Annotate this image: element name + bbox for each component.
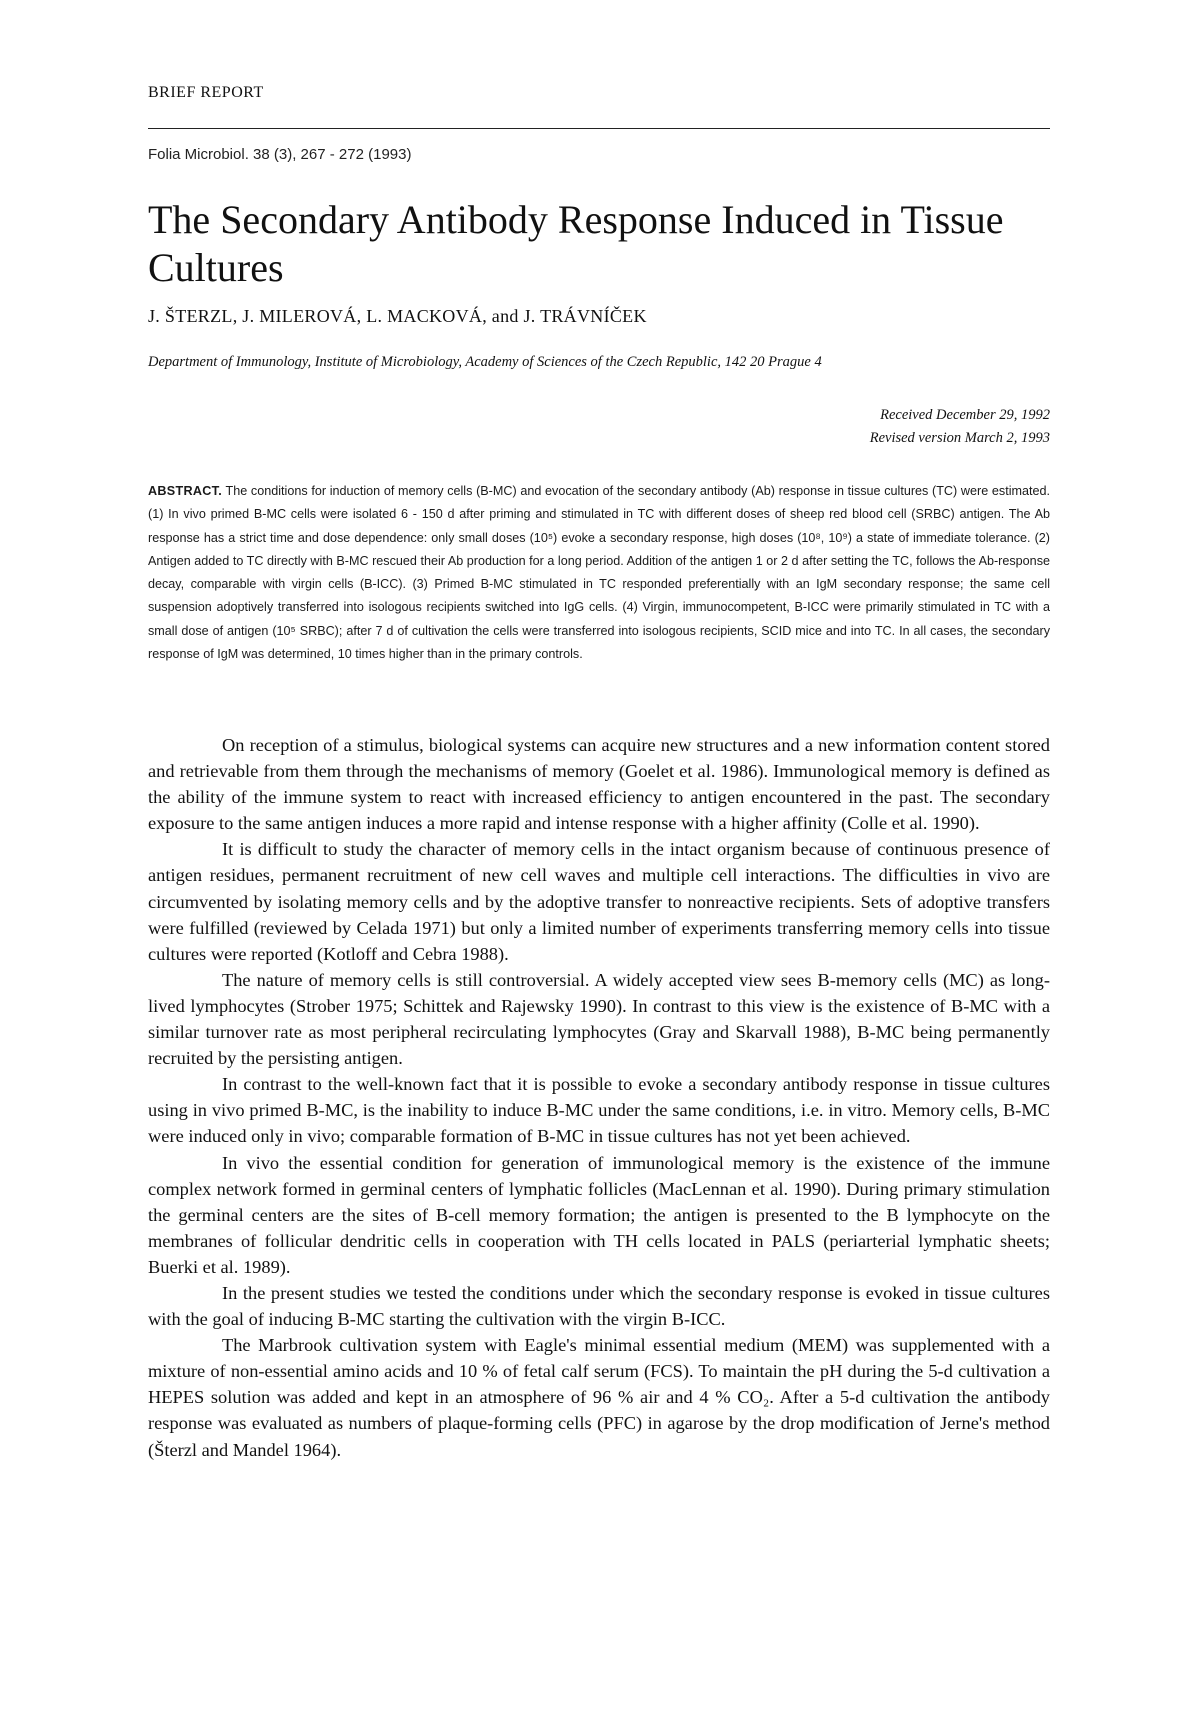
body-paragraph: In the present studies we tested the conditions under which the secondary response is evoked in tissue cultures with the goal of inducing B-MC starting the cultivation with the virgin B-ICC. [148,1282,1050,1330]
affiliation: Department of Immunology, Institute of Microbiology, Academy of Sciences of the Czech Republic, 142 20 Prague 4 [148,354,822,370]
body-text [148,732,1050,1463]
body-paragraph: In contrast to the well-known fact that it is possible to evoke a secondary antibody response in tissue cultures using in vivo primed B-MC, is the inability to induce B-MC under the same conditions, i.e. in vitro. Memory cells, B-MC were induced only in vivo; comparable formation of B-MC in tissue cultures has not yet been achieved. [148,1074,1050,1147]
body-paragraph: The Marbrook cultivation system with Eagle's minimal essential medium (MEM) was supplemented with a mixture of non-essential amino acids and 10 % of fetal calf serum (FCS). To maintain the pH during the 5-d cultivation a HEPES solution was added and kept in an atmosphere of 96 % air and 4 % CO₂. After a 5-d cultivation the antibody response was evaluated as numbers of plaque-forming cells (PFC) in agarose by the drop modification of Jerne's method (Šterzl and Mandel 1964). [148,1335,1050,1460]
received-dates [870,404,1050,450]
body-paragraph: On reception of a stimulus, biological systems can acquire new structures and a new information content stored and retrievable from them through the mechanisms of memory (Goelet et al. 1986). Immunological memory is defined as the ability of the immune system to react with increased efficiency to antigen encountered in the past. The secondary exposure to the same antigen induces a more rapid and intense response with a higher affinity (Colle et al. 1990). [148,735,1050,834]
body-paragraph: In vivo the essential condition for generation of immunological memory is the existence of the immune complex network formed in germinal centers of lymphatic follicles (MacLennan et al. 1990). During primary stimulation the germinal centers are the sites of B-cell memory formation; the antigen is presented to the B lymphocyte on the membranes of follicular dendritic cells in cooperation with TH cells located in PALS (periarterial lymphatic sheets; Buerki et al. 1989). [148,1152,1050,1277]
body-paragraph: It is difficult to study the character of memory cells in the intact organism because of continuous presence of antigen residues, permanent recruitment of new cell waves and multiple cell interactions. The difficulties in vivo are circumvented by isolating memory cells and by the adoptive transfer to nonreactive recipients. Sets of adoptive transfers were fulfilled (reviewed by Celada 1971) but only a limited number of experiments transferring memory cells into tissue cultures were reported (Kotloff and Cebra 1988). [148,839,1050,964]
abstract-text: The conditions for induction of memory cells (B-MC) and evocation of the secondary antibody (Ab) response in tissue cultures (TC) were estimated. (1) In vivo primed B-MC cells were isolated 6 - 150 d after priming and stimulated in TC with different doses of sheep red blood cell (SRBC) antigen. The Ab response has a strict time and dose dependence: only small doses (10⁵) evoke a secondary response, high doses (10⁸, 10⁹) a state of immediate tolerance. (2) Antigen added to TC directly with B-MC rescued their Ab production for a long period. Addition of the antigen 1 or 2 d after setting the TC, follows the Ab-response decay, comparable with virgin cells (B-ICC). (3) Primed B-MC stimulated in TC responded preferentially with an IgM secondary response; the same cell suspension adoptively transferred into isologous recipients switched into IgG cells. (4) Virgin, immunocompetent, B-ICC were primarily stimulated in TC with a small dose of antigen (10⁵ SRBC); after 7 d of cultivation the cells were transferred into isologous recipients, SCID mice and into TC. In all cases, the secondary response of IgM was determined, 10 times higher than in the primary controls. [148,484,1050,662]
received-date: Received December 29, 1992 [880,407,1050,423]
abstract-label: ABSTRACT. [148,484,223,498]
section-label: BRIEF REPORT [148,84,264,101]
journal-citation: Folia Microbiol. 38 (3), 267 - 272 (1993) [148,146,412,163]
body-paragraph: The nature of memory cells is still controversial. A widely accepted view sees B-memory cells (MC) as long-lived lymphocytes (Strober 1975; Schittek and Rajewsky 1990). In contrast to this view is the existence of B-MC with a similar turnover rate as most peripheral recirculating lymphocytes (Gray and Skarvall 1988), B-MC being permanently recruited by the persisting antigen. [148,969,1050,1069]
header-rule [148,128,1050,129]
author-list: J. ŠTERZL, J. MILEROVÁ, L. MACKOVÁ, and J. TRÁVNÍČEK [148,306,647,326]
article-title: The Secondary Antibody Response Induced in Tissue Cultures [148,197,1004,290]
revised-date: Revised version March 2, 1993 [869,430,1050,446]
abstract [148,480,1050,666]
